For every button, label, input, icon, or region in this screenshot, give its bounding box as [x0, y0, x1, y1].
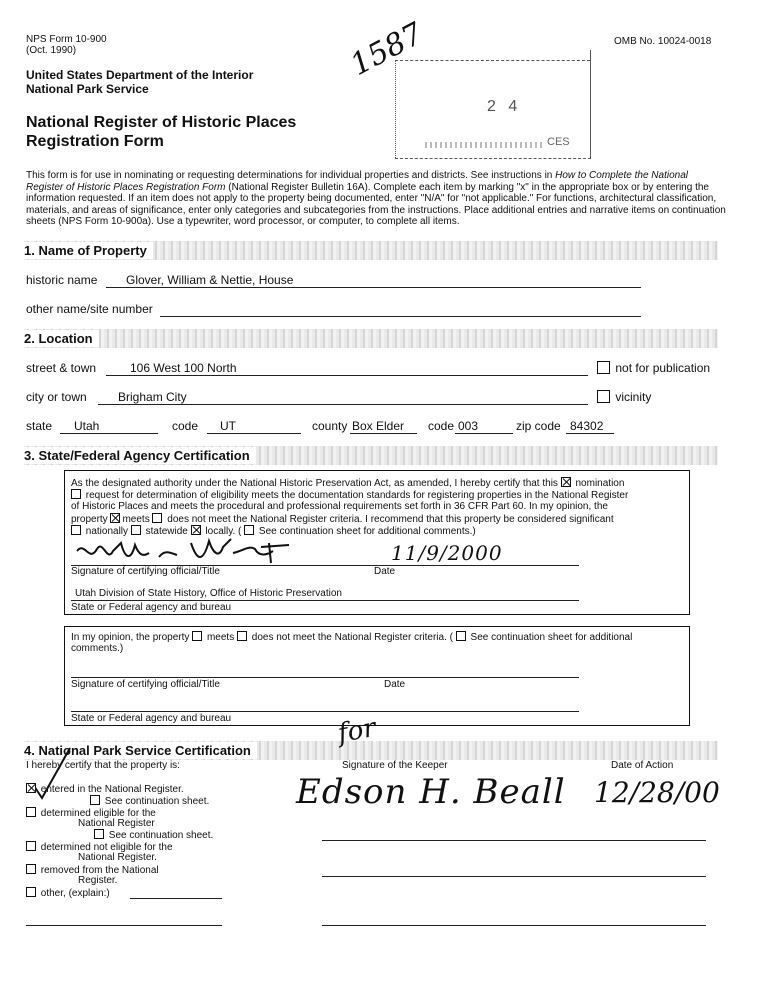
vicinity-checkbox[interactable] [597, 390, 610, 403]
opinion-line2: comments.) [71, 643, 124, 654]
other-name-label: other name/site number [26, 302, 153, 316]
department-name: United States Department of the Interior [26, 68, 254, 82]
street-label: street & town [26, 361, 97, 375]
zip-value[interactable]: 84302 [570, 419, 604, 433]
agency-line [71, 600, 579, 601]
other-explain-line2 [26, 925, 222, 926]
nps-item-national-register2: National Register. [78, 852, 157, 863]
nps-item-removed[interactable]: removed from the National [26, 864, 159, 877]
historic-name-line [106, 287, 641, 288]
keeper-label: Signature of the Keeper [342, 760, 448, 771]
county-code-label: code [428, 419, 455, 433]
vicinity-option[interactable]: vicinity [597, 390, 651, 404]
other-explain-line [130, 898, 222, 899]
city-label: city or town [26, 390, 87, 404]
state-value[interactable]: Utah [74, 419, 100, 433]
nps-item-other[interactable]: other, (explain:) [26, 887, 110, 900]
continuation2-checkbox[interactable] [94, 829, 104, 839]
street-value[interactable]: 106 West 100 North [130, 361, 237, 375]
meets-checkbox[interactable] [110, 513, 120, 523]
agency2-line [71, 711, 579, 712]
request-determination-checkbox[interactable] [71, 489, 81, 499]
cert-line5: nationally statewide locally. ( See continuation sheet for additional comments.) [71, 525, 685, 538]
stamp-noise [425, 142, 545, 148]
service-name: National Park Service [26, 82, 149, 96]
nomination-checkbox[interactable] [561, 477, 571, 487]
nps-item-register: Register. [78, 875, 118, 886]
agency-value[interactable]: Utah Division of State History, Office of Historic Preservation [75, 588, 342, 599]
agency-label: State or Federal agency and bureau [71, 602, 232, 613]
opinion-continuation-checkbox[interactable] [456, 631, 466, 641]
state-code-value[interactable]: UT [220, 419, 236, 433]
cert-line1: As the designated authority under the National Historic Preservation Act, as amended, I hereby certify that this nomination [71, 478, 625, 489]
city-value[interactable]: Brigham City [118, 390, 187, 404]
county-code-value[interactable]: 003 [458, 419, 479, 433]
certifying-official-signature [73, 533, 313, 569]
keeper-signature: Edson H. Beall [296, 772, 566, 812]
cert-line4: property meets does not meet the National Register criteria. I recommend that this property be considered significant [71, 514, 614, 525]
historic-name-value[interactable]: Glover, William & Nettie, House [126, 273, 294, 287]
section1-header: 1. Name of Property [24, 241, 718, 260]
county-code-line [455, 433, 513, 434]
state-code-label: code [172, 419, 199, 433]
date-label: Date [374, 566, 396, 577]
section4-header: 4. National Park Service Certification [24, 741, 718, 760]
nps-item-national-register: National Register [78, 818, 155, 829]
state-line [60, 433, 158, 434]
other-checkbox[interactable] [26, 887, 36, 897]
action-date-label: Date of Action [611, 760, 674, 771]
nps-item-continuation1[interactable]: See continuation sheet. [90, 795, 209, 808]
nps-item-continuation2[interactable]: See continuation sheet. [94, 829, 213, 842]
state-certification-box [64, 470, 690, 615]
date2-label: Date [384, 679, 406, 690]
street-line [106, 375, 588, 376]
section3-header: 3. State/Federal Agency Certification [24, 446, 718, 465]
determined-eligible-checkbox[interactable] [26, 807, 36, 817]
opinion-box [64, 626, 690, 726]
section2-header: 2. Location [24, 329, 718, 348]
signature2-label: Signature of certifying official/Title [71, 679, 220, 690]
zip-line [566, 433, 614, 434]
city-line [98, 404, 588, 405]
state-code-line [207, 433, 301, 434]
nps-item-determined-eligible[interactable]: determined eligible for the [26, 807, 156, 820]
signature-label: Signature of certifying official/Title [71, 566, 220, 577]
opinion-does-not-meet-checkbox[interactable] [237, 631, 247, 641]
stamp-date-fragment: 2 4 [487, 98, 522, 115]
zip-label: zip code [516, 419, 561, 433]
not-for-publication-checkbox[interactable] [597, 361, 610, 374]
certification-date: 11/9/2000 [391, 541, 503, 565]
not-eligible-checkbox[interactable] [26, 841, 36, 851]
receipt-stamp [395, 50, 595, 160]
keeper-line3 [322, 876, 706, 877]
not-for-publication-option[interactable]: not for publication [597, 361, 710, 375]
opinion-meets-checkbox[interactable] [192, 631, 202, 641]
agency2-label: State or Federal agency and bureau [71, 713, 232, 724]
signature2-line [71, 677, 579, 678]
removed-checkbox[interactable] [26, 864, 36, 874]
form-number: NPS Form 10-900 [26, 34, 107, 45]
entered-checkbox[interactable] [26, 783, 36, 793]
other-name-line [160, 316, 641, 317]
historic-name-label: historic name [26, 273, 98, 287]
does-not-meet-checkbox[interactable] [152, 513, 162, 523]
county-line [350, 433, 417, 434]
cert-line3: of Historic Places and meets the procedural and professional requirements set forth in 36 CFR Part 60. In my opinion, the [71, 501, 608, 512]
nps-item-entered[interactable]: entered in the National Register. [26, 783, 184, 796]
nps-intro: I hereby certify that the property is: [26, 760, 180, 771]
county-value[interactable]: Box Elder [352, 419, 405, 433]
omb-number: OMB No. 10024-0018 [614, 36, 712, 47]
form-title-line1: National Register of Historic Places [26, 114, 297, 131]
nps-item-not-eligible[interactable]: determined not eligible for the [26, 841, 173, 854]
form-title-line2: Registration Form [26, 133, 164, 150]
stamp-text-fragment: CES [547, 136, 570, 148]
state-label: state [26, 419, 53, 433]
intro-paragraph: This form is for use in nominating or requesting determinations for individual properties and districts. See instructions in How to Complete the National Register of Historic Places Registration Form (National Register Bulletin 16A). Complete each item by marking "x" in the appropriate box or by entering the information requested. If an item does not apply to the property being documented, enter "N/A" for "not applicable." For functions, architectural classification, materials, and areas of significance, enter only categories and subcategories from the instructions. Place additional entries and narrative items on continuation sheets (NPS Form 10-900a). Use a typewriter, word processor, or computer, to complete all items. [26, 170, 726, 227]
county-label: county [312, 419, 348, 433]
keeper-initials: for [335, 712, 379, 750]
keeper-line2 [322, 840, 706, 841]
keeper-line4 [322, 925, 706, 926]
continuation1-checkbox[interactable] [90, 795, 100, 805]
cert-line2: request for determination of eligibility meets the documentation standards for registering properties in the National Register [71, 489, 685, 502]
opinion-line1: In my opinion, the property meets does not meet the National Register criteria. ( See continuation sheet for additional [71, 632, 633, 643]
handwritten-reference-number: 1587 [345, 16, 429, 83]
form-date: (Oct. 1990) [26, 45, 77, 56]
action-date-value: 12/28/00 [594, 776, 720, 809]
